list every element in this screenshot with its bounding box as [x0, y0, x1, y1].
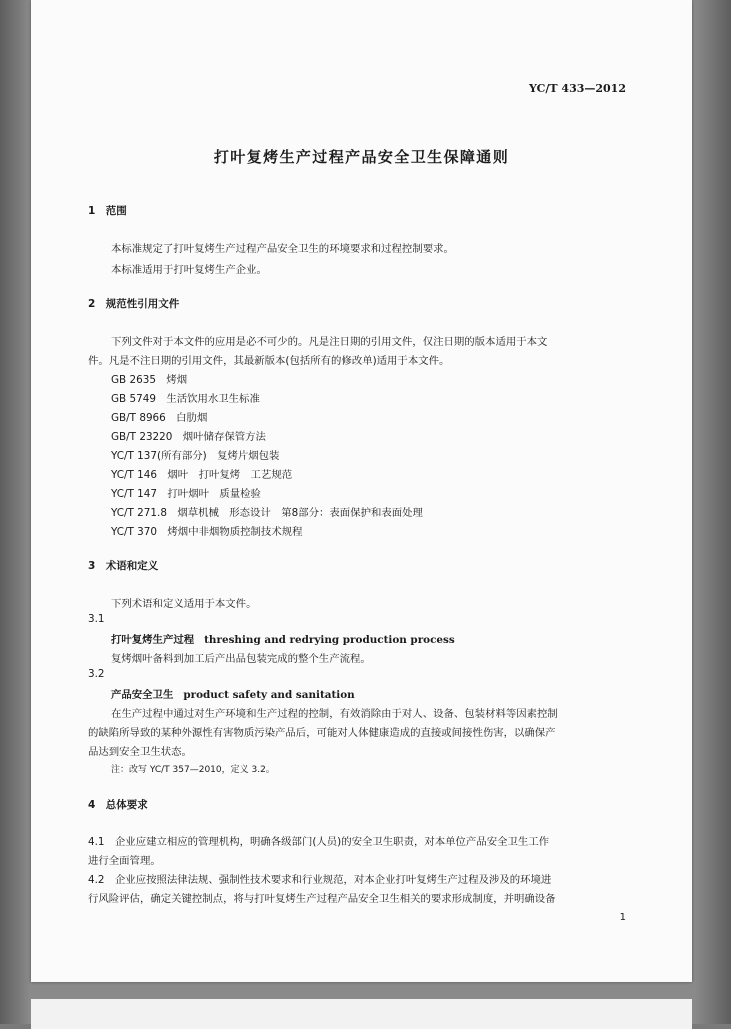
term-english: product safety and sanitation: [183, 689, 355, 701]
reference-code: YC/T 271.8: [111, 507, 167, 519]
document-page: [31, 0, 692, 982]
term-heading: [111, 631, 455, 646]
reference-code: YC/T 147: [111, 488, 158, 500]
reference-title: 烟草机械 形态设计 第8部分：表面保护和表面处理: [177, 507, 423, 519]
clause-4-1-continued: 进行全面管理。: [88, 855, 161, 867]
reference-item: [111, 504, 423, 519]
reference-title: 烟叶 打叶复烤 工艺规范: [167, 469, 293, 481]
clause-4-2: 4.2 企业应按照法律法规、强制性技术要求和行业规范，对本企业打叶复烤生产过程及涉及的环境进: [88, 874, 552, 886]
document-title: 打叶复烤生产过程产品安全卫生保障通则: [213, 148, 510, 166]
reference-item: [111, 523, 303, 538]
section-1-heading: 1 范围: [88, 205, 127, 217]
reference-item: [111, 428, 266, 443]
term-definition: 在生产过程中通过对生产环境和生产过程的控制，有效消除由于对人、设备、包装材料等因素控制: [111, 708, 558, 720]
reference-code: GB 5749: [111, 393, 156, 405]
reference-code: GB 2635: [111, 374, 156, 386]
term-english: threshing and redrying production process: [204, 634, 455, 646]
reference-title: 烟叶储存保管方法: [182, 431, 266, 443]
reference-title: 生活饮用水卫生标准: [166, 393, 260, 405]
reference-code: YC/T 370: [111, 526, 158, 538]
standard-code: YC/T 433—2012: [528, 82, 626, 95]
reference-title: 白肋烟: [176, 412, 208, 424]
section-2-heading: 2 规范性引用文件: [88, 298, 180, 310]
clause-4-2-continued: 行风险评估，确定关键控制点，将与打叶复烤生产过程产品安全卫生相关的要求形成制度，并明确设备: [88, 893, 556, 905]
reference-code: YC/T 146: [111, 469, 158, 481]
paragraph: 下列文件对于本文件的应用是必不可少的。凡是注日期的引用文件，仅注日期的版本适用于本文: [111, 336, 548, 348]
reference-code: GB/T 23220: [111, 431, 173, 443]
term-number: 3.2: [88, 668, 105, 680]
term-definition: 的缺陷所导致的某种外源性有害物质污染产品后，可能对人体健康造成的直接或间接性伤害，以确保产: [88, 727, 556, 739]
reference-code: GB/T 8966: [111, 412, 166, 424]
reference-item: [111, 466, 292, 481]
reference-item: [111, 371, 187, 386]
reference-title: 复烤片烟包装: [217, 450, 280, 462]
term-number: 3.1: [88, 613, 105, 625]
clause-4-1: 4.1 企业应建立相应的管理机构，明确各级部门(人员)的安全卫生职责，对本单位产品安全卫生工作: [88, 836, 550, 848]
section-3-heading: 3 术语和定义: [88, 560, 159, 572]
term-definition: 复烤烟叶备料到加工后产出品包装完成的整个生产流程。: [111, 653, 371, 665]
term-chinese: 打叶复烤生产过程: [111, 634, 195, 646]
reference-item: [111, 390, 260, 405]
section-4-heading: 4 总体要求: [88, 799, 148, 811]
reference-item: [111, 485, 261, 500]
paragraph: 件。凡是不注日期的引用文件，其最新版本(包括所有的修改单)适用于本文件。: [88, 355, 450, 367]
paragraph: 本标准规定了打叶复烤生产过程产品安全卫生的环境要求和过程控制要求。: [111, 243, 454, 255]
reference-code: YC/T 137(所有部分): [111, 450, 207, 462]
reference-title: 烤烟: [166, 374, 188, 386]
reference-title: 烤烟中非烟物质控制技术规程: [167, 526, 303, 538]
paragraph: 本标准适用于打叶复烤生产企业。: [111, 264, 267, 276]
next-page-edge: [31, 999, 692, 1029]
reference-item: [111, 409, 207, 424]
term-chinese: 产品安全卫生: [111, 689, 174, 701]
reference-title: 打叶烟叶 质量检验: [167, 488, 261, 500]
term-heading: [111, 686, 355, 701]
page-number: 1: [619, 912, 626, 923]
term-definition: 品达到安全卫生状态。: [88, 746, 192, 758]
term-note: 注：改写 YC/T 357—2010，定义 3.2。: [111, 765, 275, 775]
reference-item: [111, 447, 279, 462]
paragraph: 下列术语和定义适用于本文件。: [111, 598, 257, 610]
